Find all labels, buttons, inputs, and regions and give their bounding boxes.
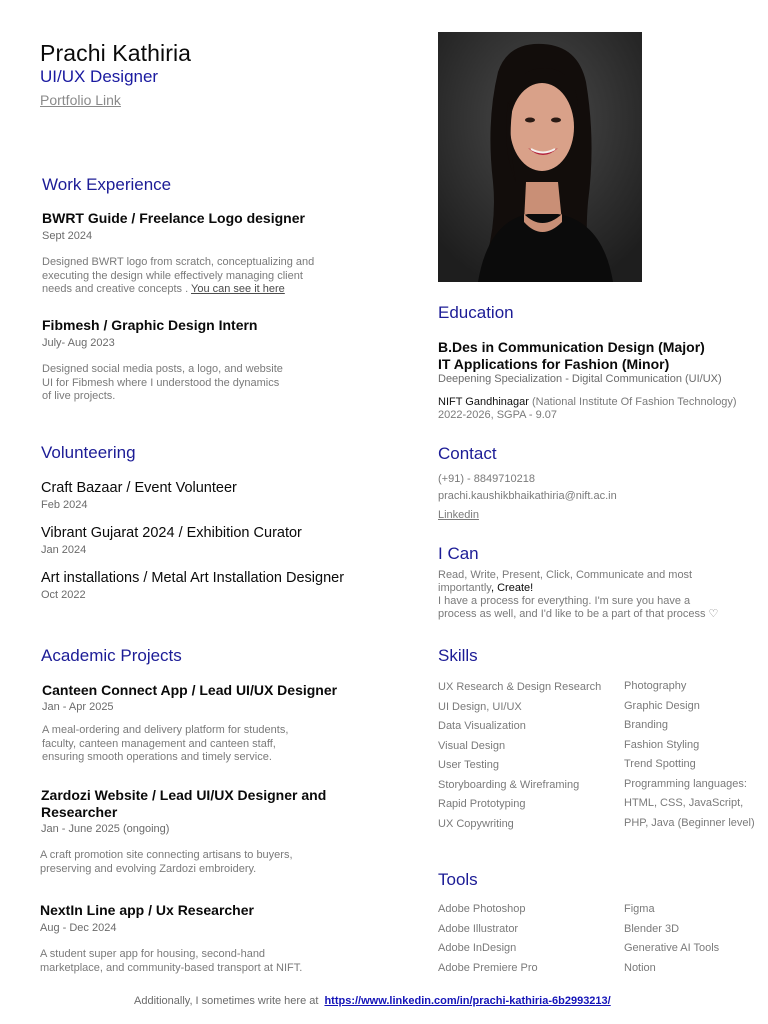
education-heading: Education bbox=[438, 303, 514, 322]
job-title: Fibmesh / Graphic Design Intern bbox=[42, 317, 258, 333]
email-address[interactable]: prachi.kaushikbhaikathiria@nift.ac.in bbox=[438, 490, 617, 502]
job-description bbox=[42, 256, 332, 297]
linkedin-article-link[interactable]: https://www.linkedin.com/in/prachi-kathiria-6b2993213/ bbox=[324, 995, 611, 1007]
title-line: Researcher bbox=[41, 804, 118, 820]
volunteer-title: Craft Bazaar / Event Volunteer bbox=[41, 480, 237, 496]
bwrt-link[interactable]: You can see it here bbox=[191, 283, 285, 295]
job-date: July- Aug 2023 bbox=[42, 337, 115, 349]
i-can-line: process as well, and I'd like to be a part of that process ♡ bbox=[438, 608, 719, 620]
tool-item: Adobe Premiere Pro bbox=[438, 961, 538, 974]
tools-heading: Tools bbox=[438, 870, 478, 889]
tool-item: Adobe Illustrator bbox=[438, 922, 519, 935]
institute-full-name: (National Institute Of Fashion Technology) bbox=[528, 396, 737, 408]
skill-item: Branding bbox=[624, 719, 669, 731]
i-can-text bbox=[438, 569, 758, 621]
skill-item: Visual Design bbox=[438, 739, 506, 752]
skill-item: User Testing bbox=[438, 759, 499, 771]
desc-line: A meal-ordering and delivery platform for students, bbox=[42, 724, 289, 736]
skill-item: Graphic Design bbox=[624, 699, 700, 712]
tool-item: Generative AI Tools bbox=[624, 942, 720, 954]
footer bbox=[134, 995, 611, 1007]
desc-line: ensuring smooth operations and timely service. bbox=[42, 751, 272, 763]
desc-line: marketplace, and community-based transport at NIFT. bbox=[40, 961, 303, 974]
desc-line: Designed social media posts, a logo, and website bbox=[42, 363, 283, 375]
project-description bbox=[40, 849, 340, 876]
project-description bbox=[42, 724, 342, 765]
institute bbox=[438, 396, 737, 408]
project-date: Jan - June 2025 (ongoing) bbox=[41, 823, 170, 835]
i-can-line: Read, Write, Present, Click, Communicate and most bbox=[438, 569, 693, 581]
degree-line: B.Des in Communication Design (Major) bbox=[438, 339, 705, 355]
desc-line: of live projects. bbox=[42, 390, 116, 402]
volunteer-date: Oct 2022 bbox=[41, 589, 86, 601]
academic-projects-heading: Academic Projects bbox=[41, 646, 182, 665]
skill-item: Rapid Prototyping bbox=[438, 798, 526, 810]
project-title: Canteen Connect App / Lead UI/UX Designer bbox=[42, 682, 338, 698]
institute-name: NIFT Gandhinagar bbox=[438, 396, 529, 408]
portrait-image bbox=[438, 32, 642, 282]
project-title: NextIn Line app / Ux Researcher bbox=[40, 902, 254, 918]
contact-heading: Contact bbox=[438, 444, 497, 463]
skill-item: UX Copywriting bbox=[438, 817, 514, 830]
job-description-text: Designed BWRT logo from scratch, conceptualizing and executing the design while effectively managing client needs and creative concepts . bbox=[42, 256, 315, 295]
profile-photo bbox=[438, 32, 642, 282]
education-years: 2022-2026, SGPA - 9.07 bbox=[438, 409, 558, 421]
project-date: Jan - Apr 2025 bbox=[42, 701, 114, 713]
volunteer-date: Feb 2024 bbox=[41, 499, 88, 511]
phone-number[interactable]: (+91) - 8849710218 bbox=[438, 473, 535, 485]
tool-item: Notion bbox=[624, 961, 656, 974]
volunteer-title: Art installations / Metal Art Installation Designer bbox=[41, 570, 345, 586]
skill-item: HTML, CSS, JavaScript, bbox=[624, 797, 744, 809]
tool-item: Blender 3D bbox=[624, 922, 680, 935]
footer-text: Additionally, I sometimes write here at bbox=[134, 995, 319, 1007]
i-can-heading: I Can bbox=[438, 544, 479, 563]
skills-column-1 bbox=[438, 681, 601, 837]
degree-line: IT Applications for Fashion (Minor) bbox=[438, 356, 670, 372]
skill-item: Storyboarding & Wireframing bbox=[438, 778, 580, 791]
work-experience-heading: Work Experience bbox=[42, 175, 172, 194]
project-description bbox=[40, 948, 340, 975]
skill-item: Fashion Styling bbox=[624, 738, 700, 751]
skill-item: UI Design, UI/UX bbox=[438, 700, 522, 713]
skills-heading: Skills bbox=[438, 646, 478, 665]
specialization: Deepening Specialization - Digital Communication (UI/UX) bbox=[438, 373, 722, 385]
skill-item: Trend Spotting bbox=[624, 758, 696, 770]
linkedin-link[interactable]: Linkedin bbox=[438, 509, 479, 521]
desc-line: preserving and evolving Zardozi embroidery. bbox=[40, 862, 257, 875]
degree bbox=[438, 339, 705, 373]
portfolio-link[interactable]: Portfolio Link bbox=[40, 92, 121, 108]
job-title: BWRT Guide / Freelance Logo designer bbox=[42, 210, 305, 226]
desc-line: UI for Fibmesh where I understood the dynamics bbox=[42, 376, 280, 389]
job-date: Sept 2024 bbox=[42, 230, 93, 242]
desc-line: A craft promotion site connecting artisans to buyers, bbox=[40, 849, 293, 861]
tools-column-1 bbox=[438, 903, 538, 981]
skill-item: UX Research & Design Research bbox=[438, 681, 602, 693]
skill-item: PHP, Java (Beginner level) bbox=[624, 816, 755, 829]
skill-item: Programming languages: bbox=[624, 777, 747, 790]
title-line: Zardozi Website / Lead UI/UX Designer and bbox=[41, 787, 327, 803]
tool-item: Adobe InDesign bbox=[438, 942, 517, 954]
project-date: Aug - Dec 2024 bbox=[40, 922, 117, 934]
i-can-text-part: importantly bbox=[438, 582, 491, 594]
skills-column-2 bbox=[624, 680, 755, 836]
volunteer-title: Vibrant Gujarat 2024 / Exhibition Curator bbox=[41, 525, 302, 541]
i-can-line: I have a process for everything. I'm sure you have a bbox=[438, 595, 691, 607]
tools-column-2 bbox=[624, 903, 719, 981]
job-role: UI/UX Designer bbox=[40, 67, 159, 86]
volunteer-date: Jan 2024 bbox=[41, 544, 87, 556]
tool-item: Adobe Photoshop bbox=[438, 903, 526, 915]
job-description bbox=[42, 363, 342, 404]
volunteering-heading: Volunteering bbox=[41, 443, 136, 462]
person-name: Prachi Kathiria bbox=[40, 40, 192, 66]
tool-item: Figma bbox=[624, 903, 655, 915]
i-can-highlight: , Create! bbox=[490, 582, 534, 594]
skill-item: Data Visualization bbox=[438, 720, 526, 732]
desc-line: A student super app for housing, second-hand bbox=[40, 948, 266, 960]
desc-line: faculty, canteen management and canteen staff, bbox=[42, 737, 276, 750]
project-title bbox=[41, 787, 326, 821]
skill-item: Photography bbox=[624, 680, 687, 692]
i-can-line bbox=[438, 582, 758, 595]
